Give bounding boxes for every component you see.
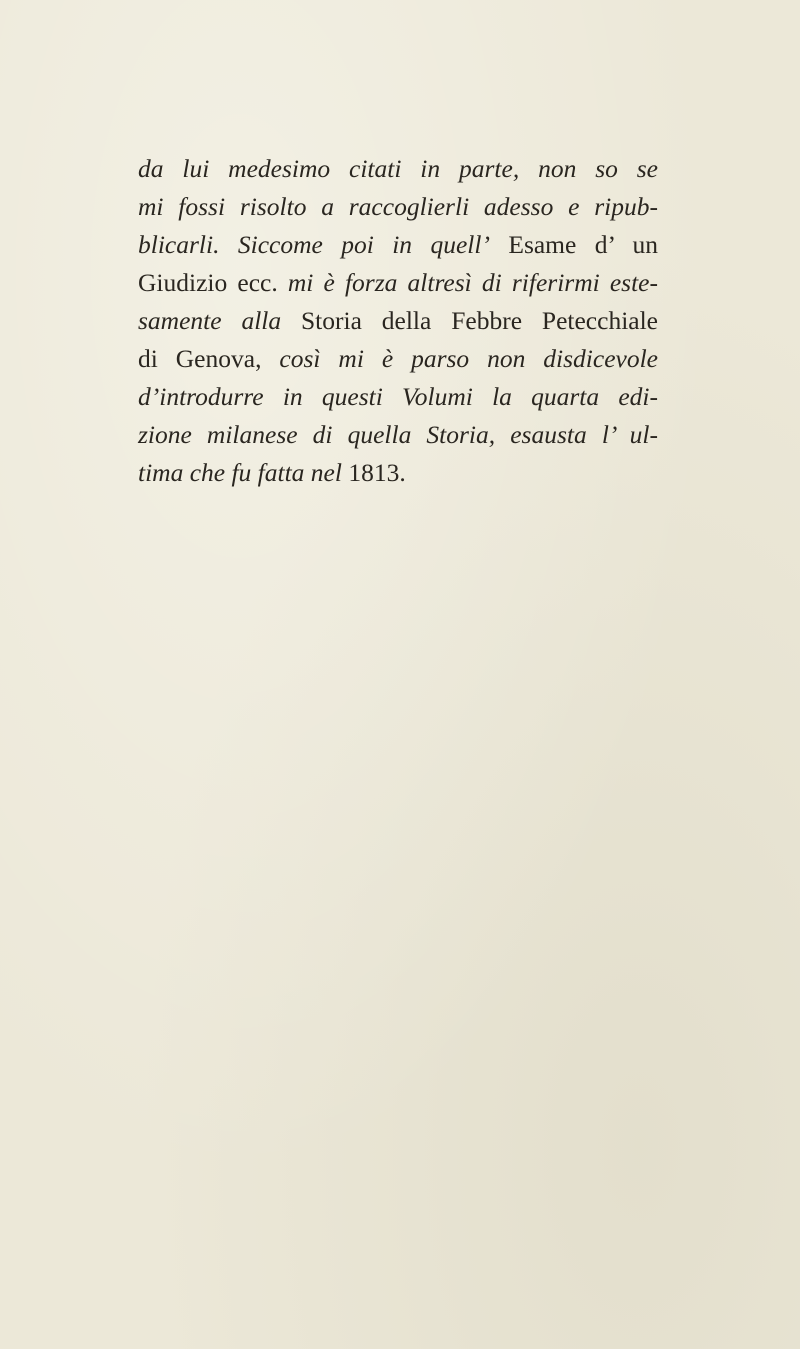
text-span: mi è forza altresì di riferirmi este-	[287, 268, 658, 297]
text-line-7	[138, 378, 658, 416]
text-span: di Genova,	[138, 344, 280, 373]
text-span: da lui medesimo citati in parte, non so se	[138, 154, 658, 183]
text-span: mi fossi risolto a raccoglierli adesso e ripub-	[138, 192, 658, 221]
text-span: zione milanese di quella Storia, esausta l’ ul-	[138, 420, 658, 449]
text-span: Esame d’ un	[489, 230, 658, 259]
page-text	[138, 150, 658, 492]
text-span: Giudizio ecc.	[138, 268, 288, 297]
text-line-9	[138, 454, 658, 492]
text-span: samente alla	[138, 306, 282, 335]
text-span: 1813.	[341, 458, 406, 487]
text-line-1	[138, 150, 658, 188]
text-span: Storia della Febbre Petecchiale	[281, 306, 658, 335]
text-line-6	[138, 340, 658, 378]
text-line-2	[138, 188, 658, 226]
text-span: blicarli. Siccome poi in quell’	[138, 230, 490, 259]
text-line-8	[138, 416, 658, 454]
text-line-3	[138, 226, 658, 264]
text-line-4	[138, 264, 658, 302]
text-span: così mi è parso non disdicevole	[279, 344, 658, 373]
text-span: tima che fu fatta nel	[138, 458, 342, 487]
text-line-5	[138, 302, 658, 340]
text-span: d’introdurre in questi Volumi la quarta edi-	[138, 382, 658, 411]
